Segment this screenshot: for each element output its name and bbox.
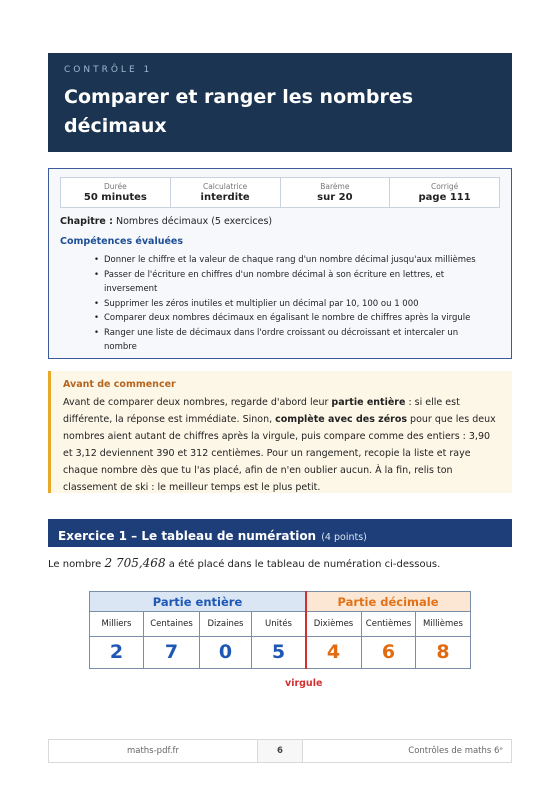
exercise-intro <box>48 556 440 570</box>
footer-site: maths-pdf.fr <box>126 746 180 756</box>
title-line-2: décimaux <box>64 115 167 137</box>
meta-label: Corrigé <box>430 182 459 191</box>
competence-item <box>94 268 500 297</box>
meta-value: page 111 <box>418 192 471 203</box>
digit-cell: 8 <box>415 637 471 669</box>
digit-cell: 7 <box>143 637 199 669</box>
tip-text-part: Avant de comparer deux nombres, regarde d'abord leur <box>63 397 332 408</box>
tip-text-part: : si elle est différente, la réponse est immédiate. Sinon, <box>63 397 460 425</box>
title-line-1: Comparer et ranger les nombres <box>64 86 414 108</box>
digit-cell: 2 <box>89 637 143 669</box>
intro-text: Le nombre <box>48 559 105 570</box>
table-header-cell: Milliers <box>89 612 143 637</box>
meta-bareme <box>281 178 391 207</box>
competence-text: Ranger une liste de décimaux dans l'ordre croissant ou décroissant et intercaler un <box>104 327 459 338</box>
table-digit-row <box>89 637 471 669</box>
competence-text: Comparer deux nombres décimaux en égalisant le nombre de chiffres après la virgule <box>104 313 471 323</box>
tip-box <box>48 371 512 493</box>
meta-duree <box>61 178 171 207</box>
meta-corrige <box>390 178 499 207</box>
table-group-row <box>89 591 471 612</box>
competence-item <box>94 297 500 312</box>
chapter-value: Nombres décimaux (5 exercices) <box>116 216 273 227</box>
competence-text: inversement <box>104 284 158 294</box>
tip-title: Avant de commencer <box>63 379 176 390</box>
meta-value: 50 minutes <box>83 192 147 203</box>
chapter-line <box>60 216 500 227</box>
meta-label: Calculatrice <box>202 182 248 191</box>
competences-title: Compétences évaluées <box>60 236 184 247</box>
footer-collection: Contrôles de maths 6ᵉ <box>408 746 503 756</box>
competence-text: Passer de l'écriture en chiffres d'un nombre décimal à son écriture en lettres, et <box>104 269 445 280</box>
competence-item <box>94 253 500 268</box>
table-header-cell: Centaines <box>143 612 199 637</box>
meta-calculatrice <box>171 178 281 207</box>
document-header <box>48 53 512 152</box>
digit-cell: 6 <box>361 637 415 669</box>
digit-cell: 5 <box>251 637 305 669</box>
intro-number: 2 705,468 <box>104 556 166 570</box>
meta-value: interdite <box>200 192 250 203</box>
intro-text: a été placé dans le tableau de numération ci-dessous. <box>165 559 441 570</box>
tip-bold-part: complète avec des zéros <box>275 414 408 425</box>
numeration-table <box>89 591 471 689</box>
table-header-cell: Centièmes <box>361 612 415 637</box>
tip-bold-part: partie entière <box>331 397 406 408</box>
tip-text-part: pour que les deux nombres aient autant de chiffres après la virgule, puis compare comme des entiers : 3,90 et 3,12 deviennent 390 et 312 centièmes. Pour un rangement, recopie la liste et raye chaque nombre dès que tu l'as placé, afin de n'en oublier aucun. À la fin, relis ton classement de ski : le meilleur temps est le plus petit. <box>63 414 496 493</box>
competences-list <box>94 253 500 355</box>
comma-marker-line <box>305 591 307 669</box>
header-kicker: CONTRÔLE 1 <box>64 65 153 75</box>
page-footer <box>48 739 512 763</box>
group-integer: Partie entière <box>89 591 305 612</box>
group-decimal: Partie décimale <box>305 591 471 612</box>
competence-text: Supprimer les zéros inutiles et multiplier un décimal par 10, 100 ou 1 000 <box>104 298 419 309</box>
meta-row <box>60 177 500 208</box>
table-header-cell: Dizaines <box>199 612 251 637</box>
comma-label: virgule <box>285 678 323 689</box>
digit-cell: 4 <box>305 637 361 669</box>
exercise-points: (4 points) <box>321 532 367 543</box>
exercise-title: Exercice 1 – Le tableau de numération <box>58 529 317 543</box>
competence-item <box>94 311 500 326</box>
table-header-cell: Dixièmes <box>305 612 361 637</box>
footer-page-number: 6 <box>257 740 303 762</box>
table-header-cell: Unités <box>251 612 305 637</box>
competence-item <box>94 326 500 355</box>
meta-label: Barème <box>320 182 350 191</box>
info-box <box>48 168 512 359</box>
meta-label: Durée <box>104 182 127 191</box>
competence-text: nombre <box>104 342 137 352</box>
meta-value: sur 20 <box>317 192 353 203</box>
chapter-label: Chapitre : <box>60 216 113 227</box>
table-header-cell: Millièmes <box>415 612 471 637</box>
page-title <box>64 83 496 141</box>
competence-text: Donner le chiffre et la valeur de chaque rang d'un nombre décimal jusqu'aux millièmes <box>104 255 476 265</box>
digit-cell: 0 <box>199 637 251 669</box>
table-header-row <box>89 612 471 637</box>
exercise-header <box>48 519 512 547</box>
tip-text <box>63 394 500 496</box>
